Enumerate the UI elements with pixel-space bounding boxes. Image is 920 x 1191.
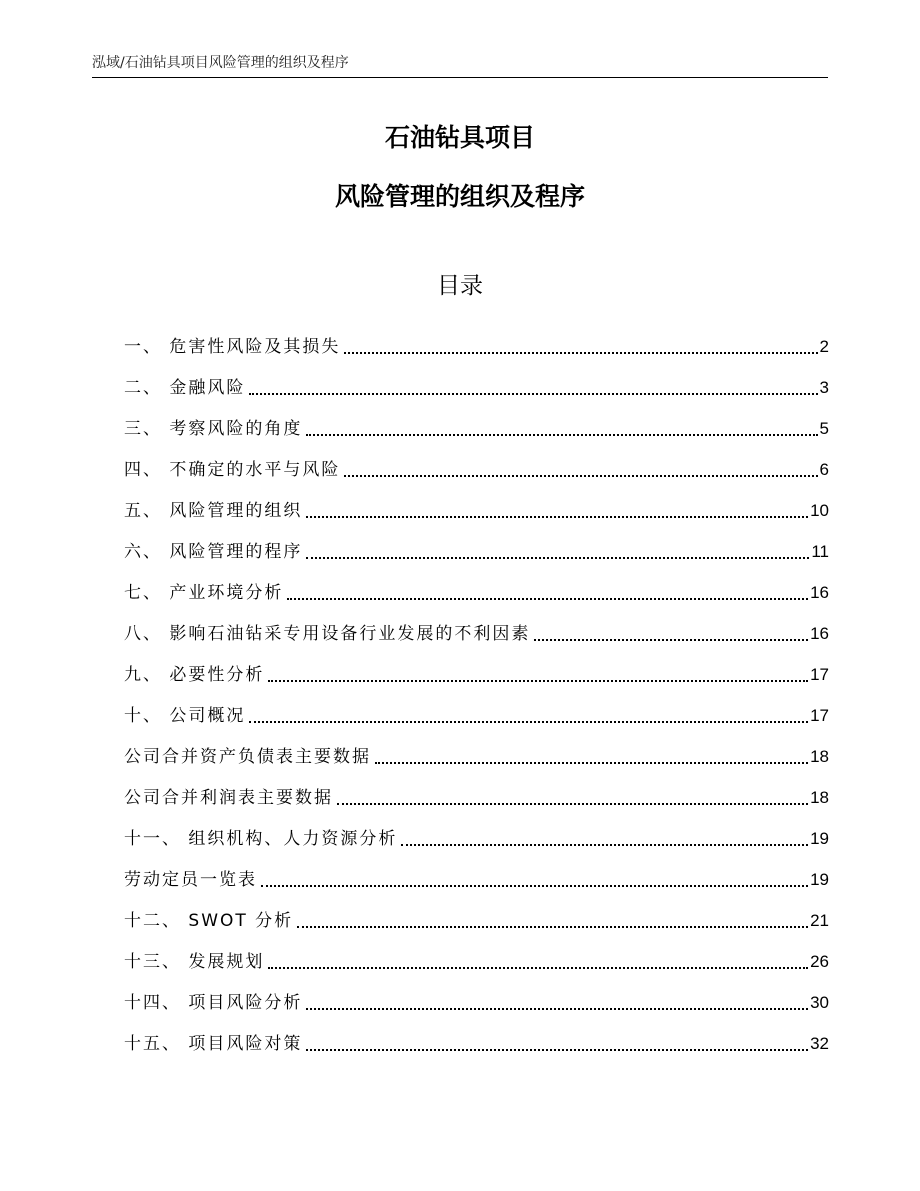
running-header: 泓域/石油钻具项目风险管理的组织及程序 <box>92 55 349 71</box>
toc-entry-4[interactable] <box>124 444 829 485</box>
toc-dot-leader <box>249 393 817 395</box>
toc-dot-leader <box>337 803 808 805</box>
toc-dot-leader <box>306 434 817 436</box>
toc-entry-17[interactable] <box>124 977 829 1018</box>
toc-entry-3[interactable] <box>124 403 829 444</box>
toc-entry-18[interactable] <box>124 1018 829 1059</box>
toc-entry-page: 30 <box>810 993 829 1012</box>
toc-entry-page: 5 <box>819 419 829 438</box>
toc-dot-leader <box>249 721 808 723</box>
toc-entry-page: 26 <box>810 952 829 971</box>
toc-dot-leader <box>306 1008 808 1010</box>
toc-entry-page: 32 <box>810 1034 829 1053</box>
toc-dot-leader <box>306 1049 808 1051</box>
document-title-line-2: 风险管理的组织及程序 <box>334 182 585 211</box>
toc-entry-12[interactable] <box>124 772 829 813</box>
toc-dot-leader <box>534 639 808 641</box>
toc-entry-1[interactable] <box>124 321 829 362</box>
toc-entry-page: 10 <box>810 501 829 520</box>
toc-entry-page: 16 <box>810 624 829 643</box>
toc-entry-label: 四、 不确定的水平与风险 <box>124 460 341 480</box>
header-divider <box>92 77 828 78</box>
toc-entry-page: 11 <box>811 542 829 561</box>
toc-entry-label: 六、 风险管理的程序 <box>124 542 303 562</box>
toc-dot-leader <box>287 598 808 600</box>
toc-entry-page: 18 <box>810 747 829 766</box>
toc-dot-leader <box>306 516 808 518</box>
toc-entry-label: 五、 风险管理的组织 <box>124 501 303 521</box>
toc-entry-page: 21 <box>810 911 829 930</box>
toc-entry-14[interactable] <box>124 854 829 895</box>
toc-entry-6[interactable] <box>124 526 829 567</box>
toc-entry-label: 十、 公司概况 <box>124 706 246 726</box>
toc-entry-page: 19 <box>810 870 829 889</box>
toc-dot-leader <box>401 844 808 846</box>
toc-entry-page: 2 <box>819 337 829 356</box>
toc-entry-page: 16 <box>810 583 829 602</box>
toc-entry-11[interactable] <box>124 731 829 772</box>
toc-entry-5[interactable] <box>124 485 829 526</box>
toc-dot-leader <box>261 885 808 887</box>
toc-heading: 目录 <box>437 273 483 299</box>
toc-entry-8[interactable] <box>124 608 829 649</box>
toc-entry-label: 十四、 项目风险分析 <box>124 993 303 1013</box>
toc-entry-label: 九、 必要性分析 <box>124 665 265 685</box>
toc-entry-page: 6 <box>819 460 829 479</box>
toc-entry-label: 十三、 发展规划 <box>124 952 265 972</box>
toc-entry-10[interactable] <box>124 690 829 731</box>
toc-entry-15[interactable] <box>124 895 829 936</box>
toc-dot-leader <box>375 762 808 764</box>
toc-entry-label: 七、 产业环境分析 <box>124 583 284 603</box>
document-title-line-1: 石油钻具项目 <box>384 123 535 152</box>
toc-entry-page: 17 <box>810 706 829 725</box>
toc-entry-label: 二、 金融风险 <box>124 378 246 398</box>
toc-entry-label: 十五、 项目风险对策 <box>124 1034 303 1054</box>
toc-entry-page: 3 <box>819 378 829 397</box>
toc-entry-label: 八、 影响石油钻采专用设备行业发展的不利因素 <box>124 624 531 644</box>
toc-entry-label: 三、 考察风险的角度 <box>124 419 303 439</box>
toc-entry-label: 劳动定员一览表 <box>124 870 257 890</box>
toc-entry-label: 公司合并利润表主要数据 <box>124 788 333 808</box>
toc-entry-page: 19 <box>810 829 829 848</box>
toc-entry-9[interactable] <box>124 649 829 690</box>
toc-dot-leader <box>344 475 817 477</box>
toc-entry-label: 公司合并资产负债表主要数据 <box>124 747 371 767</box>
toc-entry-label: 一、 危害性风险及其损失 <box>124 337 341 357</box>
toc-entry-page: 18 <box>810 788 829 807</box>
toc-entry-label: 十二、 SWOT 分析 <box>124 911 294 931</box>
toc-entry-16[interactable] <box>124 936 829 977</box>
toc-dot-leader <box>297 926 808 928</box>
toc-entry-13[interactable] <box>124 813 829 854</box>
toc-entry-page: 17 <box>810 665 829 684</box>
toc-entry-label: 十一、 组织机构、人力资源分析 <box>124 829 398 849</box>
toc-dot-leader <box>344 352 817 354</box>
toc-dot-leader <box>268 680 808 682</box>
toc-dot-leader <box>268 967 808 969</box>
toc-entry-2[interactable] <box>124 362 829 403</box>
toc-dot-leader <box>306 557 809 559</box>
toc-entry-7[interactable] <box>124 567 829 608</box>
table-of-contents <box>124 321 829 1059</box>
